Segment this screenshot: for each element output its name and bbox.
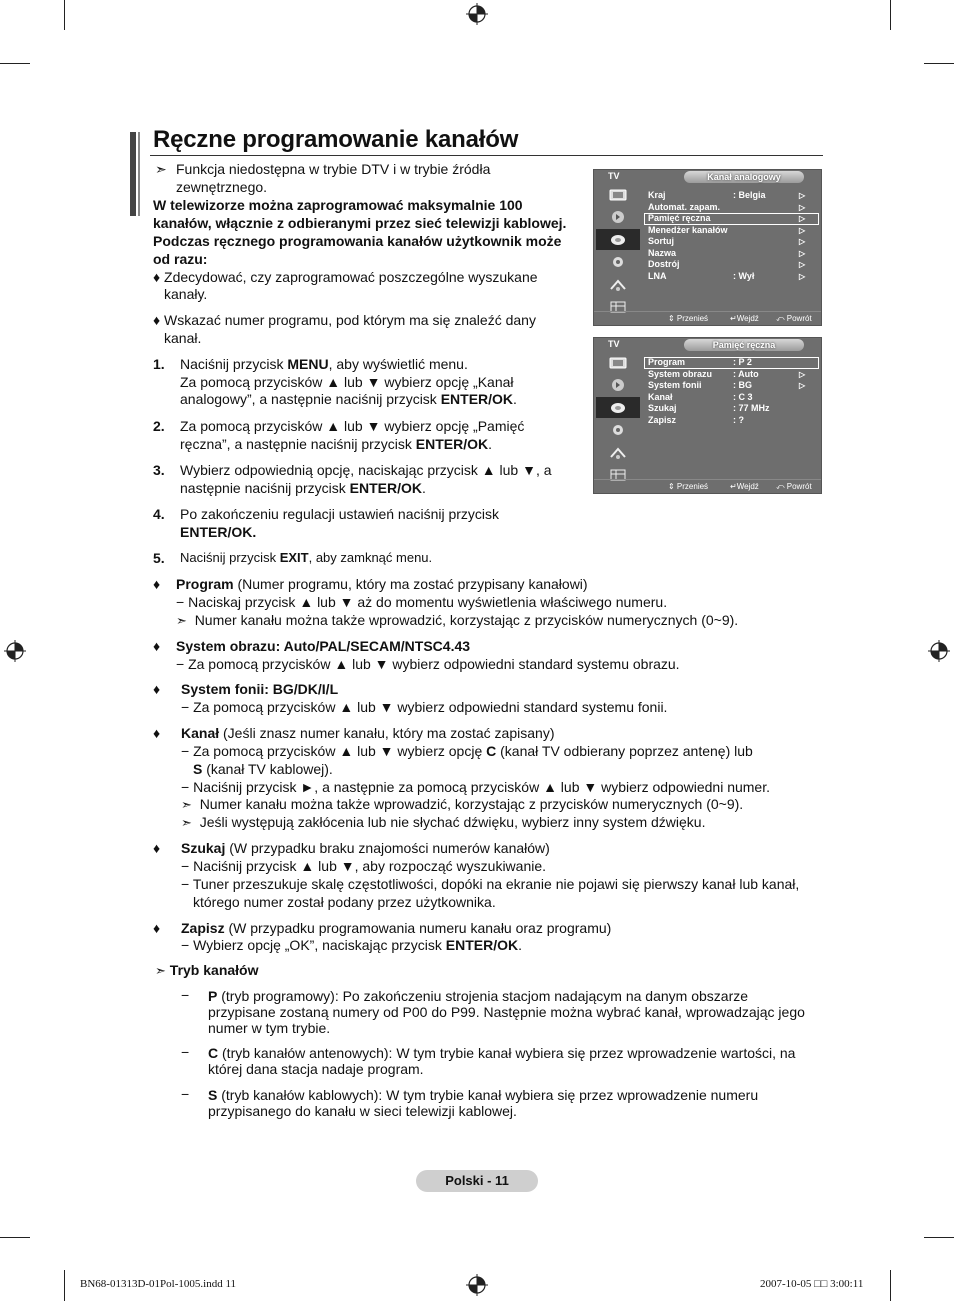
option-desc: − Tuner przeszukuje skalę częstotliwości, dopóki na ekranie nie pojawi się pierwszy kanał lub kanał,	[181, 876, 800, 892]
bullet-glyph: ♦	[153, 920, 161, 936]
intro-bullet: ♦ Zdecydować, czy zaprogramować poszczególne wyszukane	[153, 269, 538, 285]
bullet-glyph: ♦	[153, 638, 161, 654]
menu-item-lna[interactable]: LNA : Wył ▷	[648, 270, 806, 281]
registration-mark-icon	[4, 640, 26, 662]
bullet-glyph: ♦	[153, 576, 161, 592]
option-desc: − Za pomocą przycisków ▲ lub ▼ wybierz opcję C (kanał TV odbierany poprzez antenę) lub	[181, 743, 753, 759]
mode-c: której dana stacja nadaje program.	[208, 1061, 424, 1077]
option-note: ➣ Numer kanału można także wprowadzić, korzystając z przycisków numerycznych (0~9).	[181, 796, 744, 812]
option-note: ➣ Numer kanału można także wprowadzić, korzystając z przycisków numerycznych (0~9).	[176, 612, 739, 628]
dash-glyph: −	[181, 1086, 190, 1102]
tv-menu-options	[644, 352, 819, 426]
step-text: Wybierz odpowiednią opcję, naciskając przycisk ▲ lub ▼, a	[180, 462, 552, 478]
step-text: analogowy”, a następnie naciśnij przycisk ENTER/OK.	[180, 391, 517, 407]
tv-label: TV	[608, 171, 620, 181]
option-desc: − Za pomocą przycisków ▲ lub ▼ wybierz odpowiedni standard systemu fonii.	[181, 699, 668, 715]
intro-bold: W telewizorze można zaprogramować maksymalnie 100	[153, 197, 523, 213]
input-icon[interactable]	[596, 274, 640, 295]
option-note: ➣ Jeśli występują zakłócenia lub nie słychać dźwięku, wybierz inny system dźwięku.	[181, 814, 706, 830]
tv-menu-title: Pamięć ręczna	[684, 339, 804, 351]
tv-menu-analog-channel	[593, 169, 822, 326]
crop-mark	[0, 1237, 30, 1238]
registration-mark-icon	[928, 640, 950, 662]
note-arrow: ➣	[155, 161, 167, 177]
menu-item-szukaj[interactable]: Szukaj : 77 MHz	[648, 403, 770, 413]
tv-menu-title: Kanał analogowy	[684, 171, 804, 183]
step-number: 1.	[153, 356, 165, 372]
step-text: Naciśnij przycisk MENU, aby wyświetlić menu.	[180, 356, 468, 372]
tv-menu-sidebar	[594, 352, 642, 487]
menu-item-kanal[interactable]: Kanał : C 3	[648, 391, 753, 402]
mode-p: P (tryb programowy): Po zakończeniu strojenia stacjom nadającym na danym obszarze	[208, 988, 749, 1004]
intro-bold: od razu:	[153, 251, 208, 267]
mode-s: S (tryb kanałów kablowych): W tym trybie kanał wybiera się przez wprowadzenie numeru	[208, 1087, 759, 1103]
menu-item-automat-zapam[interactable]: Automat. zapam. ▷	[648, 201, 806, 212]
menu-item-pamiec-reczna[interactable]: Pamięć ręczna ▷	[644, 213, 819, 225]
mode-p: przypisane zostaną numery od P00 do P99. Następnie można wybrać kanał, wprowadzając jego	[208, 1004, 805, 1020]
footer-move-hint: ⇕ Przenieś	[668, 482, 709, 491]
picture-icon[interactable]	[596, 184, 640, 205]
option-szukaj: Szukaj (W przypadku braku znajomości numerów kanałów)	[181, 840, 550, 856]
tv-menu-sidebar	[594, 184, 642, 319]
footer-back-hint: ⤺ Powrót	[776, 314, 812, 323]
channel-icon[interactable]	[596, 229, 640, 250]
option-zapisz: Zapisz (W przypadku programowania numeru kanału oraz programu)	[181, 920, 612, 936]
menu-item-system-obrazu[interactable]: System obrazu : Auto ▷	[648, 368, 806, 379]
footer-move-hint: ⇕ Przenieś	[668, 314, 709, 323]
footer-back-hint: ⤺ Powrót	[776, 482, 812, 491]
menu-item-dostroj[interactable]: Dostrój ▷	[648, 259, 806, 269]
option-desc: którego numer został podany przez użytkownika.	[193, 894, 496, 910]
crop-mark	[924, 1237, 954, 1238]
tryb-heading: ➣ Tryb kanałów	[155, 962, 259, 978]
title-divider	[150, 155, 823, 156]
step-text: ręczna”, a następnie naciśnij przycisk ENTER/OK.	[180, 436, 493, 452]
page-number-badge: Polski - 11	[416, 1170, 538, 1192]
mode-c: C (tryb kanałów antenowych): W tym trybie kanał wybiera się przez wprowadzenie wartości, na	[208, 1045, 796, 1061]
crop-mark	[890, 1270, 891, 1301]
intro-bullet: ♦ Wskazać numer programu, pod którym ma się znaleźć dany	[153, 312, 536, 328]
print-date-info: 2007-10-05 □□ 3:00:11	[760, 1278, 864, 1290]
menu-item-zapisz[interactable]: Zapisz : ?	[648, 414, 744, 425]
crop-mark	[64, 0, 65, 30]
registration-mark-icon	[466, 3, 488, 25]
footer-enter-hint: ↵Wejdź	[730, 314, 759, 323]
crop-mark	[64, 1270, 65, 1301]
option-desc: − Naciskaj przycisk ▲ lub ▼ aż do momentu wyświetlenia właściwego numeru.	[176, 594, 668, 610]
tv-menu-header	[594, 338, 821, 352]
intro-bullet: kanał.	[164, 330, 202, 346]
dash-glyph: −	[181, 987, 190, 1003]
step-text: Za pomocą przycisków ▲ lub ▼ wybierz opcję „Pamięć	[180, 418, 525, 434]
tv-label: TV	[608, 339, 620, 349]
step-number: 4.	[153, 506, 165, 522]
option-desc: S (kanał TV kablowej).	[193, 761, 333, 777]
setup-icon[interactable]	[596, 420, 640, 441]
step-text: ENTER/OK.	[180, 524, 257, 540]
intro-note: Funkcja niedostępna w trybie DTV i w trybie źródła	[176, 161, 491, 177]
step-text: następnie naciśnij przycisk ENTER/OK.	[180, 480, 426, 496]
menu-item-program[interactable]: Program : P 2	[644, 357, 819, 369]
option-desc: − Wybierz opcję „OK”, naciskając przycisk ENTER/OK.	[181, 937, 523, 953]
option-desc: − Za pomocą przycisków ▲ lub ▼ wybierz odpowiedni standard systemu obrazu.	[176, 656, 680, 672]
print-file-info: BN68-01313D-01Pol-1005.indd 11	[80, 1278, 237, 1290]
footer-enter-hint: ↵Wejdź	[730, 482, 759, 491]
option-desc: − Naciśnij przycisk ▲ lub ▼, aby rozpocząć wyszukiwanie.	[181, 858, 547, 874]
option-kanal: Kanał (Jeśli znasz numer kanału, który ma zostać zapisany)	[181, 725, 555, 741]
bullet-glyph: ♦	[153, 681, 161, 697]
mode-p: numer w tym trybie.	[208, 1020, 331, 1036]
menu-item-system-fonii[interactable]: System fonii : BG ▷	[648, 380, 806, 390]
option-desc: − Naciśnij przycisk ►, a następnie za pomocą przycisków ▲ lub ▼ wybierz odpowiedni numer.	[181, 779, 770, 795]
option-program: Program (Numer programu, który ma zostać przypisany kanałowi)	[176, 576, 588, 592]
dash-glyph: −	[181, 1044, 190, 1060]
tv-menu-footer	[594, 479, 821, 493]
tv-menu-header	[594, 170, 821, 184]
input-icon[interactable]	[596, 442, 640, 463]
crop-mark	[0, 63, 30, 64]
crop-mark	[924, 63, 954, 64]
option-system-obrazu: System obrazu: Auto/PAL/SECAM/NTSC4.43	[176, 638, 471, 654]
step-text: Za pomocą przycisków ▲ lub ▼ wybierz opcję „Kanał	[180, 374, 514, 390]
step-number: 2.	[153, 418, 165, 434]
picture-icon[interactable]	[596, 352, 640, 373]
tv-menu-manual-store	[593, 337, 822, 494]
title-accent-bar	[138, 132, 140, 216]
menu-item-menedzer-kanalow[interactable]: Menedżer kanałów ▷	[648, 224, 806, 235]
step-text: Po zakończeniu regulacji ustawień naciśnij przycisk	[180, 506, 500, 522]
step-number: 3.	[153, 462, 165, 478]
option-system-fonii: System fonii: BG/DK/I/L	[181, 681, 339, 697]
menu-item-sortuj[interactable]: Sortuj ▷	[648, 236, 806, 246]
step-number: 5.	[153, 550, 165, 566]
sound-icon[interactable]	[596, 207, 640, 228]
intro-note: zewnętrznego.	[176, 179, 268, 195]
sound-icon[interactable]	[596, 375, 640, 396]
mode-s: przypisanego do kanału w sieci telewizji kablowej.	[208, 1103, 517, 1119]
menu-item-nazwa[interactable]: Nazwa ▷	[648, 247, 806, 258]
intro-bold: Podczas ręcznego programowania kanałów użytkownik może	[153, 233, 562, 249]
step-text: Naciśnij przycisk EXIT, aby zamknąć menu.	[180, 550, 433, 565]
intro-bullet: kanały.	[164, 286, 208, 302]
intro-bold: kanałów, włącznie z odbieranymi przez sieć telewizji kablowej.	[153, 215, 567, 231]
title-accent-bar	[130, 132, 136, 216]
setup-icon[interactable]	[596, 252, 640, 273]
tv-menu-footer	[594, 311, 821, 325]
menu-item-kraj[interactable]: Kraj : Belgia ▷	[648, 190, 806, 200]
crop-mark	[890, 0, 891, 30]
tv-menu-options	[644, 184, 819, 282]
channel-icon[interactable]	[596, 397, 640, 418]
bullet-glyph: ♦	[153, 840, 161, 856]
registration-mark-icon	[466, 1274, 488, 1296]
page-title: Ręczne programowanie kanałów	[153, 126, 519, 153]
bullet-glyph: ♦	[153, 725, 161, 741]
